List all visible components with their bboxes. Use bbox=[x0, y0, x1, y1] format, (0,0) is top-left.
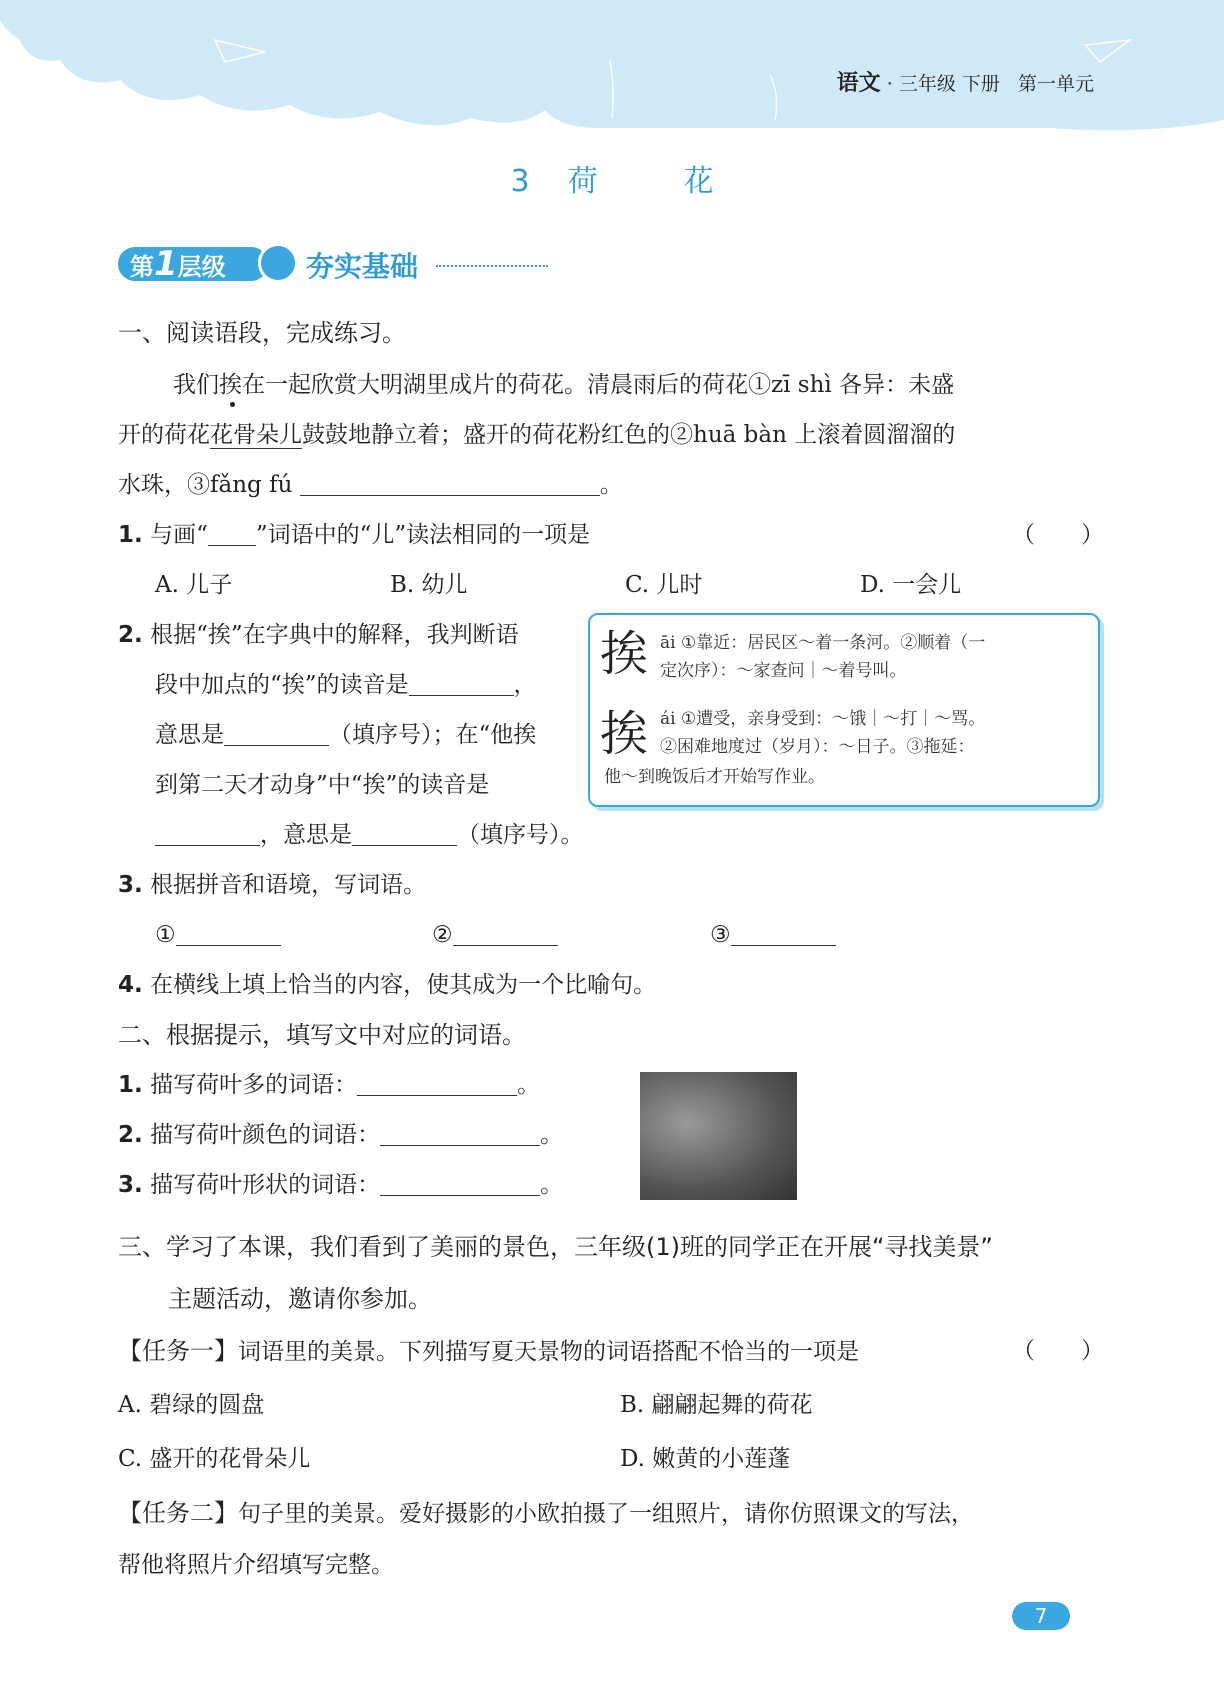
lesson-title bbox=[0, 156, 1224, 200]
task2-label: 【任务二】 bbox=[118, 1499, 238, 1527]
q1-option-b[interactable]: B. 幼儿 bbox=[390, 572, 468, 598]
level-wave-icon bbox=[258, 243, 298, 283]
q2-text: 意思是 bbox=[155, 722, 224, 748]
q1 bbox=[118, 520, 590, 550]
dotted-char bbox=[219, 372, 242, 398]
passage-line-1 bbox=[173, 370, 954, 400]
q3-answer-1 bbox=[155, 920, 281, 950]
task1-option-b[interactable]: B. 翩翩起舞的荷花 bbox=[620, 1392, 813, 1418]
passage-line-3 bbox=[118, 470, 623, 500]
q3-blank-2[interactable] bbox=[453, 923, 558, 946]
task1-option-d[interactable]: D. 嫩黄的小莲蓬 bbox=[620, 1446, 791, 1472]
q2-text: （填序号）。 bbox=[457, 822, 584, 848]
s2-item-text: 描写荷叶多的词语： bbox=[150, 1072, 358, 1098]
level-dotted-line bbox=[436, 265, 548, 267]
section3-heading-2: 主题活动，邀请你参加。 bbox=[168, 1285, 432, 1313]
passage-text: 在一起欣赏大明湖里成片的荷花。清晨雨后的荷花①zī shì 各异：未盛 bbox=[242, 372, 955, 398]
passage-text: 水珠，③fǎng fú bbox=[118, 472, 293, 498]
task1-text: 词语里的美景。下列描写夏天景物的词语搭配不恰当的一项是 bbox=[238, 1339, 859, 1365]
q2-line-5 bbox=[155, 820, 584, 850]
s2-blank-1[interactable] bbox=[357, 1073, 517, 1096]
q3-answer-2 bbox=[432, 920, 558, 950]
s2-item-text: 描写荷叶颜色的词语： bbox=[150, 1122, 381, 1148]
q1-option-c[interactable]: C. 儿时 bbox=[625, 572, 703, 598]
header-subject: 语文 bbox=[836, 71, 881, 96]
q2-number: 2. bbox=[118, 622, 143, 648]
page-number: 7 bbox=[1012, 1602, 1070, 1630]
header-unit: 第一单元 bbox=[1017, 73, 1094, 95]
answer-blank[interactable] bbox=[300, 473, 600, 496]
dictionary-box bbox=[588, 613, 1100, 807]
underlined-phrase: 花骨朵儿 bbox=[210, 422, 302, 448]
task1-option-a[interactable]: A. 碧绿的圆盘 bbox=[118, 1392, 265, 1418]
s2-item-number: 2. bbox=[118, 1122, 143, 1148]
task1-option-c[interactable]: C. 盛开的花骨朵儿 bbox=[118, 1446, 311, 1472]
dict-def-2a: ái ①遭受，亲身受到：～饿｜～打｜～骂。 bbox=[660, 709, 986, 729]
level-pill bbox=[118, 244, 268, 284]
q2-text: 根据“挨”在字典中的解释，我判断语 bbox=[150, 622, 519, 648]
level-name: 夯实基础 bbox=[306, 250, 419, 283]
s2-item-number: 1. bbox=[118, 1072, 143, 1098]
task1-label: 【任务一】 bbox=[118, 1337, 238, 1365]
s2-end: 。 bbox=[540, 1122, 564, 1148]
dict-def-1a: āi ①靠近：居民区～着一条河。②顺着（一 bbox=[660, 633, 986, 653]
section1-heading: 一、阅读语段，完成练习。 bbox=[118, 319, 406, 347]
section2-heading: 二、根据提示，填写文中对应的词语。 bbox=[118, 1021, 526, 1049]
task2-line-1 bbox=[118, 1498, 974, 1529]
q2-blank-4[interactable] bbox=[352, 823, 457, 846]
s2-item-3 bbox=[118, 1170, 563, 1200]
q3-answer-3 bbox=[710, 920, 836, 950]
q1-number: 1. bbox=[118, 522, 143, 548]
level-prefix: 第 bbox=[130, 253, 154, 281]
q3-text: 根据拼音和语境，写词语。 bbox=[150, 872, 427, 898]
level-number: 1 bbox=[154, 244, 178, 284]
q1-text: ”词语中的“儿”读法相同的一项是 bbox=[255, 522, 591, 548]
circle-3: ③ bbox=[710, 922, 731, 948]
q2-text: 段中加点的“挨”的读音是 bbox=[155, 672, 409, 698]
q2-line-2 bbox=[155, 670, 537, 700]
s2-blank-2[interactable] bbox=[380, 1123, 540, 1146]
header-grade: · 三年级 下册 bbox=[886, 73, 1000, 95]
header-text bbox=[837, 66, 1094, 97]
task1-answer-paren[interactable]: （ ） bbox=[1012, 1338, 1104, 1364]
circle-1: ① bbox=[155, 922, 176, 948]
passage-text: 鼓鼓地静立着；盛开的荷花粉红色的②huā bàn 上滚着圆溜溜的 bbox=[302, 422, 956, 448]
q1-option-a[interactable]: A. 儿子 bbox=[155, 572, 233, 598]
q1-answer-paren[interactable]: （ ） bbox=[1012, 522, 1104, 548]
s2-end: 。 bbox=[517, 1072, 541, 1098]
dict-char-2: 挨 bbox=[600, 706, 649, 762]
lesson-title-char-2: 花 bbox=[683, 164, 714, 199]
q1-underline-mark bbox=[208, 523, 256, 546]
q3 bbox=[118, 870, 426, 900]
q2-blank-3[interactable] bbox=[155, 823, 260, 846]
dict-char-1: 挨 bbox=[600, 626, 649, 682]
dict-def-2c: 他～到晚饭后才开始写作业。 bbox=[604, 767, 825, 787]
dict-def-1b: 定次序）：～家查问｜～着号叫。 bbox=[660, 661, 907, 681]
q2-line-4: 到第二天才动身”中“挨”的读音是 bbox=[155, 772, 490, 798]
q4-text: 在横线上填上恰当的内容，使其成为一个比喻句。 bbox=[150, 972, 657, 998]
dotted-char-text: 挨 bbox=[219, 372, 242, 398]
q1-text: 与画“ bbox=[150, 522, 208, 548]
level-suffix: 层级 bbox=[177, 253, 226, 281]
dict-def-2b: ②困难地度过（岁月）：～日子。③拖延： bbox=[660, 737, 975, 757]
section3-heading-1: 三、学习了本课，我们看到了美丽的景色，三年级(1)班的同学正在开展“寻找美景” bbox=[118, 1233, 993, 1261]
s2-blank-3[interactable] bbox=[380, 1173, 540, 1196]
q2-blank-1[interactable] bbox=[409, 673, 514, 696]
passage-text: 开的荷花 bbox=[118, 422, 210, 448]
emphasis-dot bbox=[230, 402, 235, 407]
q2-text: （填序号）；在“他挨 bbox=[329, 722, 537, 748]
q3-number: 3. bbox=[118, 872, 143, 898]
q2-text: ，意思是 bbox=[260, 822, 352, 848]
q1-option-d[interactable]: D. 一会儿 bbox=[860, 572, 962, 598]
passage-text: 我们 bbox=[173, 372, 219, 398]
s2-item-1 bbox=[118, 1070, 540, 1100]
lotus-leaf-photo bbox=[640, 1072, 797, 1200]
passage-line-2 bbox=[118, 420, 955, 450]
lesson-title-char-1: 荷 bbox=[567, 164, 598, 199]
s2-item-number: 3. bbox=[118, 1172, 143, 1198]
passage-text: 。 bbox=[599, 472, 623, 498]
q4 bbox=[118, 970, 656, 1000]
lesson-number: 3 bbox=[510, 164, 530, 199]
q3-blank-3[interactable] bbox=[731, 923, 836, 946]
task2-line-2: 帮他将照片介绍填写完整。 bbox=[118, 1552, 394, 1578]
s2-item-2 bbox=[118, 1120, 563, 1150]
q3-blank-1[interactable] bbox=[176, 923, 281, 946]
q2-line-1 bbox=[118, 620, 519, 650]
s2-end: 。 bbox=[540, 1172, 564, 1198]
q2-text: ， bbox=[513, 672, 537, 698]
q2-line-3 bbox=[155, 720, 536, 750]
q4-number: 4. bbox=[118, 972, 143, 998]
circle-2: ② bbox=[432, 922, 453, 948]
s2-item-text: 描写荷叶形状的词语： bbox=[150, 1172, 381, 1198]
task2-text: 句子里的美景。爱好摄影的小欧拍摄了一组照片，请你仿照课文的写法， bbox=[238, 1501, 974, 1527]
q2-blank-2[interactable] bbox=[224, 723, 329, 746]
task1 bbox=[118, 1336, 859, 1367]
